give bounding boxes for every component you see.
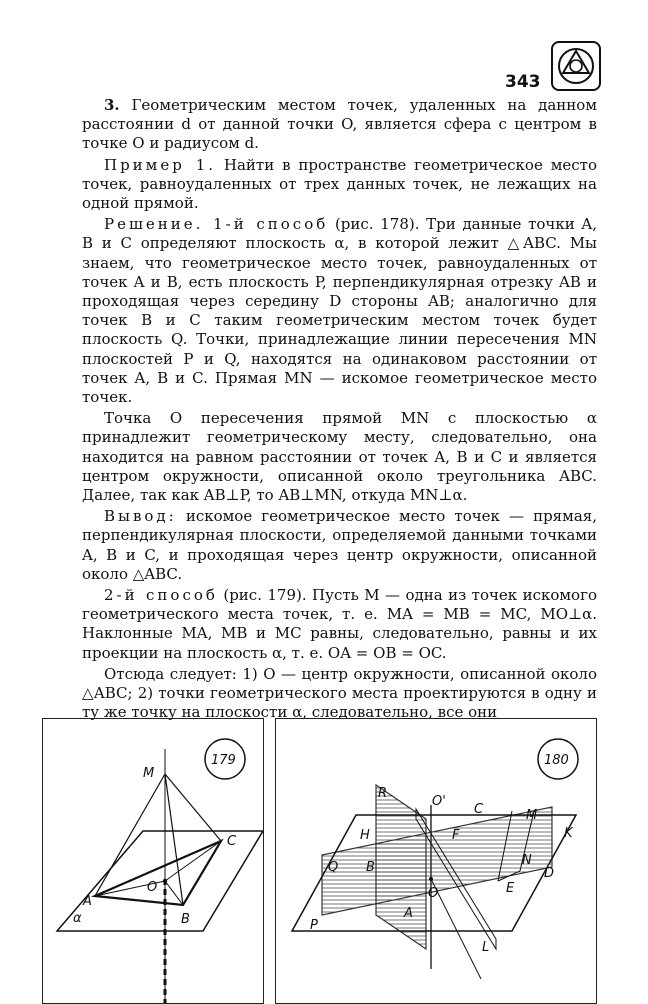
label-d: D (544, 866, 555, 881)
triangle-abc (95, 841, 221, 905)
paragraph-lead: Вывод: (104, 507, 177, 526)
figure-180-drawing (276, 719, 597, 1004)
paragraph-text: Точка O пересечения прямой MN с плоскостью α принадлежит геометрическому месту, следовательно, она находится на равном расстоянии от точек A, B и C и является центром окружности, описанной около треугольника ABC. Далее, так как AB⊥P, то AB⊥MN, откуда MN⊥α. (82, 409, 597, 505)
figure-number: 179 (211, 753, 236, 768)
label-f: F (452, 828, 460, 843)
figure-180 (275, 718, 597, 1004)
edge-ma (95, 774, 165, 896)
paragraph-method-2 (82, 586, 597, 663)
label-l: L (482, 940, 490, 955)
label-m: M (526, 808, 538, 823)
label-b: B (366, 860, 375, 875)
paragraph-lead: 3. (104, 96, 120, 114)
figure-179 (42, 718, 264, 1004)
paragraph-consequence (82, 665, 597, 723)
label-a: A (404, 906, 413, 921)
figure-number: 180 (544, 753, 569, 768)
paragraph-lead: Пример 1. (104, 155, 217, 174)
label-e: E (506, 881, 515, 896)
body-text (82, 96, 597, 725)
point-o (163, 879, 167, 883)
page-logo-icon (550, 40, 602, 92)
paragraph-sphere (82, 96, 597, 154)
paragraph-solution (82, 215, 597, 407)
point-o (429, 877, 433, 881)
label-b: B (181, 912, 190, 927)
label-m: M (143, 766, 155, 781)
paragraph-point-o (82, 409, 597, 505)
label-o1: O' (432, 794, 446, 809)
paragraph-text: Найти в пространстве геометрическое место точек, равноудаленных от трех данных точек, не лежащих на одной прямой. (82, 155, 597, 213)
label-o: O (428, 886, 439, 901)
label-c: C (474, 802, 484, 817)
paragraph-text: искомое геометрическое место точек — прямая, перпендикулярная плоскости, определяемой данными точками A, B и C, и проходящая через центр окружности, описанной около △ABC. (82, 507, 597, 583)
label-alpha: α (73, 911, 82, 926)
paragraph-example (82, 156, 597, 214)
paragraph-lead: 2-й способ (104, 586, 218, 605)
label-a: A (83, 894, 92, 909)
label-k: K (564, 826, 573, 841)
label-r: R (378, 786, 388, 801)
plane-r (376, 785, 426, 949)
paragraph-text: (рис. 179). Пусть M — одна из точек искомого геометрического места точек, т. е. MA = MB = MC, MO⊥α. Наклонные MA, MB и MC равны, следовательно, равны и их проекции на плоскость α, т. е. OA = OB = OC. (82, 586, 597, 662)
label-c: C (227, 834, 237, 849)
paragraph-conclusion (82, 507, 597, 584)
figure-179-drawing (43, 719, 264, 1004)
paragraph-text: Отсюда следует: 1) O — центр окружности, описанной около △ABC; 2) точки геометрического места проектируются в одну и ту же точку на плоскости α, следовательно, все они (82, 664, 597, 722)
label-p: P (310, 918, 318, 933)
label-q: Q (328, 860, 339, 875)
paragraph-text: Геометрическим местом точек, удаленных на данном расстоянии d от данной точки O, является сфера с центром в точке O и радиусом d. (82, 96, 597, 153)
label-h: H (360, 828, 370, 843)
page-number: 343 (505, 72, 541, 92)
line-ea (431, 879, 481, 979)
paragraph-lead: Решение. 1-й способ (104, 215, 329, 234)
label-o: O (147, 880, 158, 895)
label-n: N (522, 853, 532, 868)
paragraph-text: (рис. 178). Три данные точки A, B и C определяют плоскость α, в которой лежит △ABC. Мы знаем, что геометрическое место точек, равноудаленных от точек A и B, есть плоскость P, перпендикулярная отрезку AB и проходящая через середину D стороны AB; аналогично для точек B и C таким геометрическим местом точек будет плоскость Q. Точки, принадлежащие линии пересечения MN плоскостей P и Q, находятся на одинаковом расстоянии от точек A, B и C. Прямая MN — искомое геометрическое место точек. (82, 215, 597, 407)
